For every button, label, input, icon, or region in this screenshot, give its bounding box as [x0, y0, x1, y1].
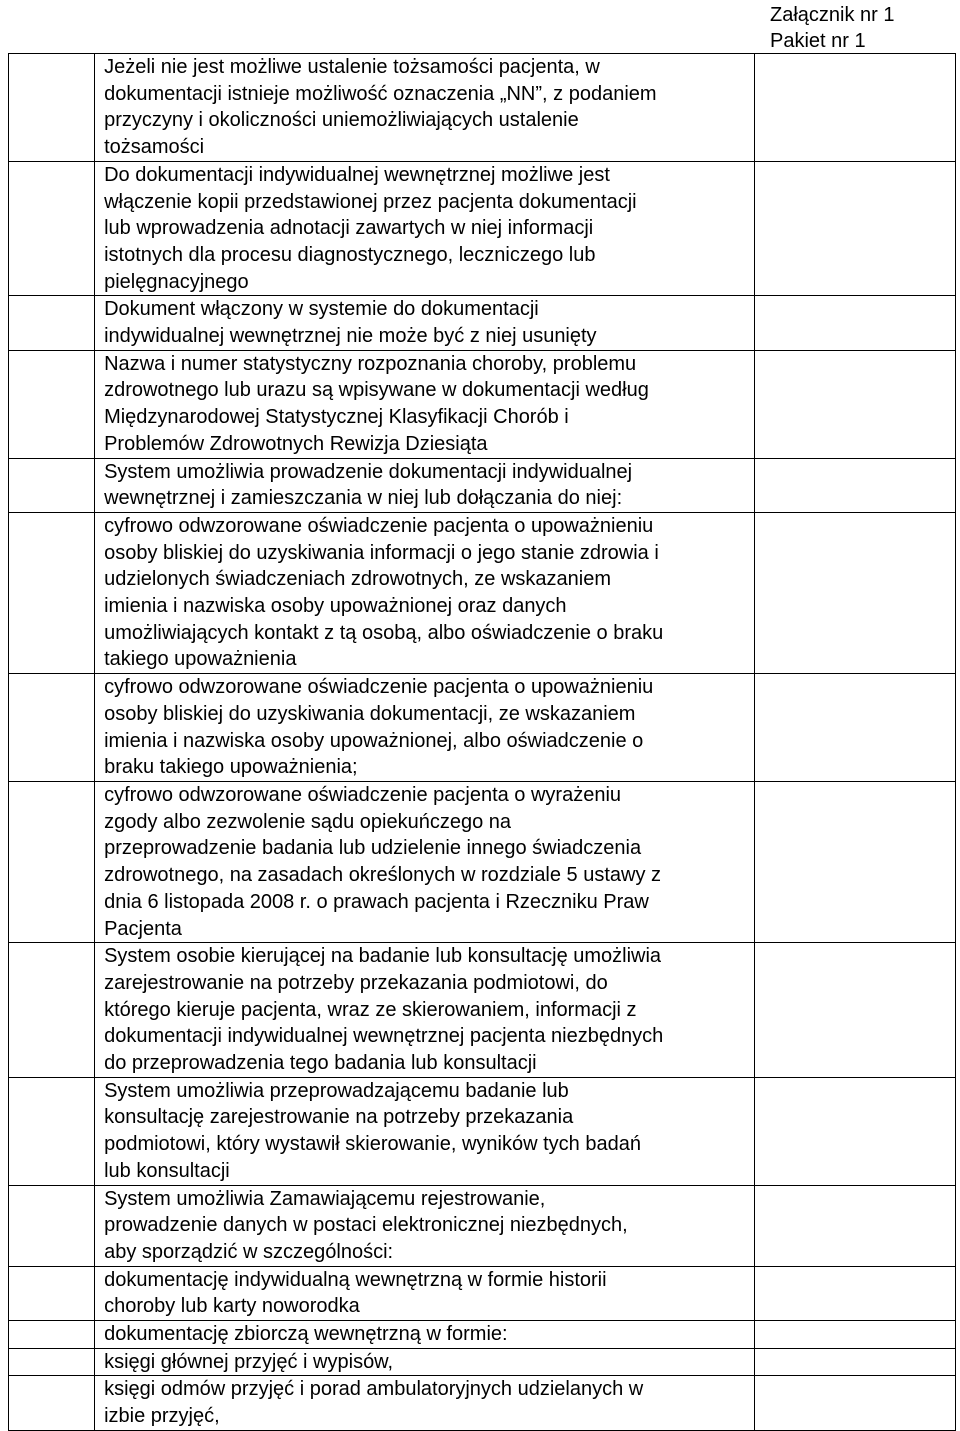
requirement-text-line: System umożliwia przeprowadzającemu badanie lub [104, 1079, 569, 1102]
requirement-cell [95, 161, 755, 296]
requirement-cell [95, 674, 755, 782]
requirement-text-line: księgi odmów przyjęć i porad ambulatoryjnych udzielanych w [104, 1378, 644, 1401]
offered-value-cell [754, 1266, 955, 1320]
requirement-cell [95, 458, 755, 512]
requirement-cell [95, 1321, 755, 1349]
row-number-cell [9, 1376, 95, 1430]
requirement-text-line: którego kieruje pacjenta, wraz ze skierowaniem, informacji z [104, 998, 637, 1021]
offered-value-cell [754, 1348, 955, 1376]
offered-value-cell [754, 458, 955, 512]
row-number-cell [9, 674, 95, 782]
table-row [9, 1266, 956, 1320]
requirement-text-line: dokumentacji istnieje możliwość oznaczenia „NN”, z podaniem [104, 82, 657, 105]
row-number-cell [9, 458, 95, 512]
requirement-text-line: Dokument włączony w systemie do dokumentacji [104, 298, 539, 321]
requirements-table-body [9, 54, 956, 1431]
offered-value-cell [754, 54, 955, 162]
offered-value-cell [754, 296, 955, 350]
row-number-cell [9, 1321, 95, 1349]
requirement-text-line: zdrowotnego lub urazu są wpisywane w dokumentacji według [104, 379, 649, 402]
offered-value-cell [754, 781, 955, 942]
table-row [9, 458, 956, 512]
requirement-text-line: System osobie kierującej na badanie lub konsultację umożliwia [104, 945, 662, 968]
table-row [9, 161, 956, 296]
requirement-text-line: cyfrowo odwzorowane oświadczenie pacjenta o upoważnieniu [104, 676, 654, 699]
requirement-cell [95, 512, 755, 673]
requirement-text-line: cyfrowo odwzorowane oświadczenie pacjenta o upoważnieniu [104, 514, 654, 537]
requirement-cell [95, 54, 755, 162]
requirement-text-line: Problemów Zdrowotnych Rewizja Dziesiąta [104, 432, 488, 455]
row-number-cell [9, 54, 95, 162]
offered-value-cell [754, 943, 955, 1078]
requirement-text-line: System umożliwia prowadzenie dokumentacji indywidualnej [104, 460, 633, 483]
requirement-cell [95, 1348, 755, 1376]
requirement-text-line: dokumentację zbiorczą wewnętrzną w formie: [104, 1323, 508, 1346]
requirement-text-line: zgody albo zezwolenie sądu opiekuńczego na [104, 810, 512, 833]
requirement-cell [95, 350, 755, 458]
offered-value-cell [754, 1376, 955, 1430]
table-row [9, 1321, 956, 1349]
requirement-text-line: zdrowotnego, na zasadach określonych w rozdziale 5 ustawy z [104, 864, 662, 887]
requirement-text-line: do przeprowadzenia tego badania lub konsultacji [104, 1052, 537, 1075]
requirement-text-line: indywidualnej wewnętrznej nie może być z niej usunięty [104, 325, 597, 348]
table-row [9, 1077, 956, 1185]
table-row [9, 350, 956, 458]
requirement-text-line: przyczyny i okoliczności uniemożliwiających ustalenie [104, 109, 579, 132]
requirement-text-line: Międzynarodowej Statystycznej Klasyfikacji Chorób i [104, 406, 569, 429]
requirement-cell [95, 1266, 755, 1320]
requirement-text-line: księgi głównej przyjęć i wypisów, [104, 1350, 394, 1373]
table-row [9, 54, 956, 162]
requirement-cell [95, 296, 755, 350]
requirement-text-line: braku takiego upoważnienia; [104, 756, 358, 779]
requirement-text-line: prowadzenie danych w postaci elektronicznej niezbędnych, [104, 1214, 628, 1237]
requirement-cell [95, 943, 755, 1078]
requirement-text-line: umożliwiających kontakt z tą osobą, albo oświadczenie o braku [104, 621, 664, 644]
requirement-cell [95, 1185, 755, 1266]
table-row [9, 943, 956, 1078]
requirement-text-line: osoby bliskiej do uzyskiwania informacji o jego stanie zdrowia i [104, 541, 659, 564]
row-number-cell [9, 781, 95, 942]
requirement-text-line: konsultację zarejestrowanie na potrzeby przekazania [104, 1106, 574, 1129]
table-row [9, 512, 956, 673]
package-label: Pakiet nr 1 [770, 30, 866, 52]
row-number-cell [9, 1266, 95, 1320]
offered-value-cell [754, 350, 955, 458]
requirement-text-line: imienia i nazwiska osoby upoważnionej, albo oświadczenie o [104, 729, 644, 752]
row-number-cell [9, 943, 95, 1078]
table-row [9, 1348, 956, 1376]
requirement-text-line: Jeżeli nie jest możliwe ustalenie tożsamości pacjenta, w [104, 56, 600, 78]
requirement-text-line: udzielonych świadczeniach zdrowotnych, ze wskazaniem [104, 568, 611, 591]
row-number-cell [9, 350, 95, 458]
requirement-text-line: cyfrowo odwzorowane oświadczenie pacjenta o wyrażeniu [104, 783, 622, 806]
requirement-text-line: istotnych dla procesu diagnostycznego, leczniczego lub [104, 243, 596, 266]
row-number-cell [9, 1077, 95, 1185]
offered-value-cell [754, 161, 955, 296]
table-row [9, 781, 956, 942]
annex-label: Załącznik nr 1 [770, 4, 895, 26]
requirement-text-line: włączenie kopii przedstawionej przez pacjenta dokumentacji [104, 190, 637, 213]
requirement-text-line: Pacjenta [104, 917, 182, 940]
page-header [770, 2, 958, 54]
requirement-cell [95, 781, 755, 942]
table-row [9, 674, 956, 782]
requirement-text-line: wewnętrznej i zamieszczania w niej lub dołączania do niej: [104, 487, 623, 510]
requirement-text-line: dokumentacji indywidualnej wewnętrznej pacjenta niezbędnych [104, 1025, 664, 1048]
requirement-text-line: aby sporządzić w szczególności: [104, 1240, 394, 1263]
requirement-text-line: izbie przyjęć, [104, 1405, 220, 1428]
requirement-text-line: lub konsultacji [104, 1159, 230, 1182]
requirement-cell [95, 1077, 755, 1185]
row-number-cell [9, 512, 95, 673]
requirement-text-line: takiego upoważnienia [104, 648, 297, 671]
offered-value-cell [754, 512, 955, 673]
requirement-text-line: przeprowadzenie badania lub udzielenie innego świadczenia [104, 837, 642, 860]
row-number-cell [9, 1185, 95, 1266]
table-row [9, 1185, 956, 1266]
requirement-text-line: dnia 6 listopada 2008 r. o prawach pacjenta i Rzeczniku Praw [104, 890, 649, 913]
requirement-text-line: lub wprowadzenia adnotacji zawartych w niej informacji [104, 217, 594, 240]
requirement-text-line: dokumentację indywidualną wewnętrzną w formie historii [104, 1268, 607, 1291]
offered-value-cell [754, 674, 955, 782]
requirement-text-line: System umożliwia Zamawiającemu rejestrowanie, [104, 1187, 546, 1210]
requirement-text-line: tożsamości [104, 136, 205, 159]
row-number-cell [9, 296, 95, 350]
requirement-text-line: imienia i nazwiska osoby upoważnionej oraz danych [104, 595, 567, 618]
requirement-text-line: Nazwa i numer statystyczny rozpoznania choroby, problemu [104, 352, 637, 375]
requirement-text-line: podmiotowi, który wystawił skierowanie, wyników tych badań [104, 1133, 641, 1156]
requirement-text-line: pielęgnacyjnego [104, 270, 249, 293]
requirement-text-line: zarejestrowanie na potrzeby przekazania podmiotowi, do [104, 971, 608, 994]
requirement-text-line: osoby bliskiej do uzyskiwania dokumentacji, ze wskazaniem [104, 702, 636, 725]
row-number-cell [9, 161, 95, 296]
offered-value-cell [754, 1077, 955, 1185]
table-row [9, 296, 956, 350]
requirement-cell [95, 1376, 755, 1430]
offered-value-cell [754, 1185, 955, 1266]
requirement-text-line: choroby lub karty noworodka [104, 1295, 360, 1318]
offered-value-cell [754, 1321, 955, 1349]
table-row [9, 1376, 956, 1430]
row-number-cell [9, 1348, 95, 1376]
requirements-table [8, 53, 956, 1431]
requirement-text-line: Do dokumentacji indywidualnej wewnętrznej możliwe jest [104, 163, 610, 186]
